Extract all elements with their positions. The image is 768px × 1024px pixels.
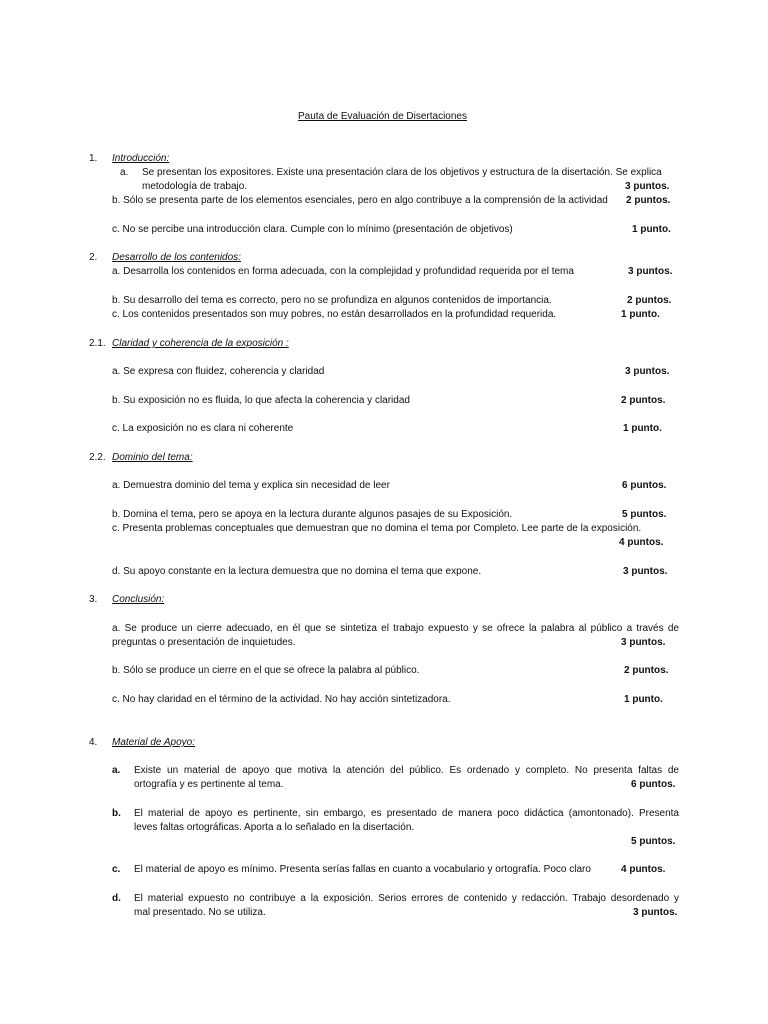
section-3-heading: Conclusión: bbox=[112, 594, 165, 605]
section-1-number: 1. bbox=[89, 153, 98, 164]
section-4-item-a-text: Existe un material de apoyo que motiva la atención del público. Es ordenado y completo. No presenta faltas de bbox=[134, 765, 679, 776]
section-2-1-item-b-text: b. Su exposición no es fluida, lo que afecta la coherencia y claridad bbox=[112, 395, 410, 406]
section-2-2-item-a-text: a. Demuestra dominio del tema y explica sin necesidad de leer bbox=[112, 480, 390, 491]
section-4-item-a-text-cont: ortografía y es pertinente al tema. bbox=[134, 779, 284, 790]
section-2-2-item-b-points: 5 puntos. bbox=[622, 509, 667, 520]
section-4-item-d-text-cont: mal presentado. No se utiliza. bbox=[134, 907, 266, 918]
section-2-2-item-b-text: b. Domina el tema, pero se apoya en la lectura durante algunos pasajes de su Exposición. bbox=[112, 509, 513, 520]
section-2-item-c-text: c. Los contenidos presentados son muy pobres, no están desarrollados en la profundidad requerida. bbox=[112, 309, 557, 320]
section-2-item-a-points: 3 puntos. bbox=[628, 266, 673, 277]
section-4-item-a-marker: a. bbox=[112, 765, 121, 776]
section-2-1-item-c-text: c. La exposición no es clara ni coherente bbox=[112, 423, 294, 434]
section-3-number: 3. bbox=[89, 594, 98, 605]
section-1-item-b-text: b. Sólo se presenta parte de los elementos esenciales, pero en algo contribuye a la comprensión de la actividad bbox=[112, 195, 608, 206]
section-4-item-d-points: 3 puntos. bbox=[633, 907, 678, 918]
section-1-item-a-marker: a. bbox=[120, 167, 129, 178]
section-4-number: 4. bbox=[89, 737, 98, 748]
section-2-1-item-c-points: 1 punto. bbox=[623, 423, 662, 434]
section-2-item-c-points: 1 punto. bbox=[621, 309, 660, 320]
section-4-item-c-marker: c. bbox=[112, 864, 121, 875]
section-1-item-a-text: Se presentan los expositores. Existe una presentación clara de los objetivos y estructura de la disertación. Se explica bbox=[142, 167, 662, 178]
section-3-item-c-text: c. No hay claridad en el término de la actividad. No hay acción sintetizadora. bbox=[112, 694, 451, 705]
section-2-1-item-a-text: a. Se expresa con fluidez, coherencia y claridad bbox=[112, 366, 325, 377]
section-4-item-a-points: 6 puntos. bbox=[631, 779, 676, 790]
section-1-item-a-text-cont: metodología de trabajo. bbox=[142, 181, 248, 192]
section-3-item-b-text: b. Sólo se produce un cierre en el que se ofrece la palabra al público. bbox=[112, 665, 420, 676]
section-4-item-c-text: El material de apoyo es mínimo. Presenta serías fallas en cuanto a vocabulario y ortografía. Poco claro bbox=[134, 864, 591, 875]
section-1-heading: Introducción: bbox=[112, 153, 170, 164]
section-2-item-a-text: a. Desarrolla los contenidos en forma adecuada, con la complejidad y profundidad requerida por el tema bbox=[112, 266, 574, 277]
section-3-item-a-points: 3 puntos. bbox=[621, 637, 666, 648]
section-1-item-a-points: 3 puntos. bbox=[625, 181, 670, 192]
section-2-heading: Desarrollo de los contenidos: bbox=[112, 252, 241, 263]
section-1-item-c-text: c. No se percibe una introducción clara. Cumple con lo mínimo (presentación de objetivos) bbox=[112, 224, 513, 235]
section-1-item-c-points: 1 punto. bbox=[632, 224, 671, 235]
section-3-item-a-text-cont: preguntas o presentación de inquietudes. bbox=[112, 637, 296, 648]
section-2-1-number: 2.1. bbox=[89, 338, 106, 349]
section-4-item-b-text: El material de apoyo es pertinente, sin embargo, es presentado de manera poco didáctica (amontonado). Presenta bbox=[134, 808, 679, 819]
section-4-item-b-text-cont: leves faltas ortográficas. Aporta a lo señalado en la disertación. bbox=[134, 822, 415, 833]
section-4-item-c-points: 4 puntos. bbox=[621, 864, 666, 875]
section-3-item-c-points: 1 punto. bbox=[624, 694, 663, 705]
section-2-1-heading: Claridad y coherencia de la exposición : bbox=[112, 338, 289, 349]
section-2-item-b-text: b. Su desarrollo del tema es correcto, pero no se profundiza en algunos contenidos de importancia. bbox=[112, 295, 552, 306]
section-1-item-b-points: 2 puntos. bbox=[626, 195, 671, 206]
section-4-item-d-marker: d. bbox=[112, 893, 121, 904]
section-4-item-b-points: 5 puntos. bbox=[631, 836, 676, 847]
section-2-1-item-a-points: 3 puntos. bbox=[625, 366, 670, 377]
section-2-item-b-points: 2 puntos. bbox=[627, 295, 672, 306]
section-2-2-number: 2.2. bbox=[89, 452, 106, 463]
section-2-2-heading: Dominio del tema: bbox=[112, 452, 193, 463]
section-2-2-item-d-points: 3 puntos. bbox=[623, 566, 668, 577]
document-title: Pauta de Evaluación de Disertaciones bbox=[298, 111, 467, 122]
section-2-2-item-d-text: d. Su apoyo constante en la lectura demuestra que no domina el tema que expone. bbox=[112, 566, 482, 577]
section-2-2-item-c-text: c. Presenta problemas conceptuales que demuestran que no domina el tema por Completo. Lee parte de la exposición. bbox=[112, 523, 642, 534]
section-4-item-d-text: El material expuesto no contribuye a la exposición. Serios errores de contenido y redacción. Trabajo desordenado y bbox=[134, 893, 679, 904]
section-4-heading: Material de Apoyo: bbox=[112, 737, 196, 748]
section-2-2-item-a-points: 6 puntos. bbox=[622, 480, 667, 491]
section-2-number: 2. bbox=[89, 252, 98, 263]
section-4-item-b-marker: b. bbox=[112, 808, 121, 819]
section-3-item-a-text: a. Se produce un cierre adecuado, en él que se sintetiza el trabajo expuesto y se ofrece la palabra al público a través de bbox=[112, 623, 679, 634]
section-2-1-item-b-points: 2 puntos. bbox=[621, 395, 666, 406]
section-2-2-item-c-points: 4 puntos. bbox=[619, 537, 664, 548]
section-3-item-b-points: 2 puntos. bbox=[624, 665, 669, 676]
